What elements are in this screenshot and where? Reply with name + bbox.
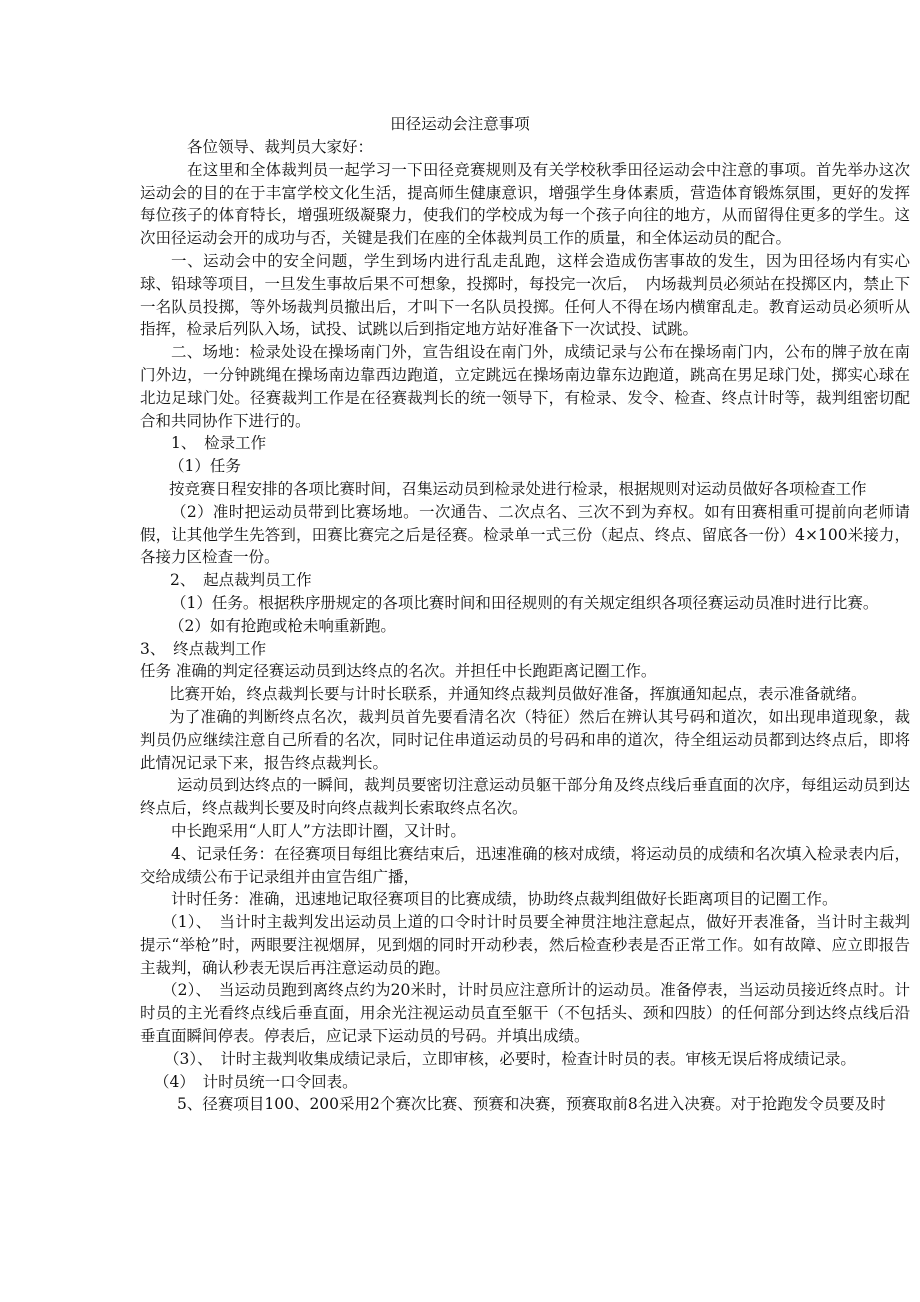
checkin-heading: 1、 检录工作 — [171, 434, 267, 453]
finish-judge-heading: 3、 终点裁判工作 — [140, 639, 267, 658]
safety-paragraph: 一、运动会中的安全问题，学生到场内进行乱走乱跑，这样会造成伤害事故的发生，因为田径场内有实心球、铅球等项目，一旦发生事故后果不可想象，投掷时，每投完一次后， 内场裁判员必须站在投掷区内，禁止下一名队员投掷，等外场裁判员撤出后，才叫下一名队员投掷。任何人不得在场内横窜乱走。教育运动员必须听从指挥，检录后列队入场，试投、试跳以后到指定地方站好准备下一次试投、试跳。 — [140, 251, 910, 339]
record-task-paragraph: 4、记录任务：在径赛项目每组比赛结束后，迅速准确的核对成绩，将运动员的成绩和名次填入检录表内后，交给成绩公布于记录组并由宣告组广播， — [140, 844, 910, 886]
timing-step-1: （1）、 当计时主裁判发出运动员上道的口令时计时员要全神贯注地注意起点，做好开表准备，当计时主裁判提示“举枪”时，两眼要注视烟屏，见到烟的同时开动秒表，然后检查秒表是否正常工作。如有故障、应立即报告主裁判，确认秒表无误后再注意运动员的跑。 — [140, 913, 910, 977]
start-judge-heading: 2、 起点裁判员工作 — [170, 571, 312, 590]
checkin-task-label: （1）任务 — [169, 457, 241, 476]
race-start-paragraph: 比赛开始，终点裁判长要与计时长联系，并通知终点裁判员做好准备，挥旗通知起点，表示准备就绪。 — [169, 685, 867, 704]
checkin-task-paragraph: 按竞赛日程安排的各项比赛时间，召集运动员到检录处进行检录，根据规则对运动员做好各项检查工作 — [169, 479, 867, 498]
timing-step-4: （4） 计时员统一口令回表。 — [154, 1072, 358, 1091]
ranking-paragraph: 为了准确的判断终点名次，裁判员首先要看清名次（特征）然后在辨认其号码和道次，如出现串道现象，裁判员仍应继续注意自己所看的名次，同时记住串道运动员的号码和串的道次，待全组运动员都到达终点后，即将此情况记录下来，报告终点裁判长。 — [140, 707, 910, 772]
lap-count-paragraph: 中长跑采用“人盯人”方法即计圈，又计时。 — [171, 821, 466, 840]
start-judge-task: （1）任务。根据秩序册规定的各项比赛时间和田径规则的有关规定组织各项径赛运动员准时进行比赛。 — [171, 593, 879, 612]
finish-moment-paragraph: 运动员到达终点的一瞬间，裁判员要密切注意运动员躯干部分角及终点线后垂直面的次序，每组运动员到达终点后，终点裁判长要及时向终点裁判长索取终点名次。 — [140, 776, 910, 818]
timing-task-paragraph: 计时任务：准确，迅速地记取径赛项目的比赛成绩，协助终点裁判组做好长距离项目的记圈工作。 — [171, 890, 838, 909]
checkin-step-paragraph: （2）准时把运动员带到比赛场地。一次通告、二次点名、三次不到为弃权。如有田赛相重可提前向老师请假，让其他学生先答到，田赛比赛完之后是径赛。检录单一式三份（起点、终点、留底各一份）4×100米接力，各接力区检查一份。 — [140, 502, 910, 567]
intro-paragraph: 在这里和全体裁判员一起学习一下田径竞赛规则及有关学校秋季田径运动会中注意的事项。首先举办这次运动会的目的在于丰富学校文化生活，提高师生健康意识，增强学生身体素质，营造体育锻炼氛围，更好的发挥每位孩子的体育特长，增强班级凝聚力，使我们的学校成为每一个孩子向往的地方，从而留得住更多的学生。这次田径运动会开的成功与否，关键是我们在座的全体裁判员工作的质量，和全体运动员的配合。 — [140, 160, 910, 248]
document-title: 田径运动会注意事项 — [390, 115, 530, 133]
finish-judge-task: 任务 准确的判定径赛运动员到达终点的名次。并担任中长跑距离记圈工作。 — [140, 662, 657, 681]
false-start-rule: （2）如有抢跑或枪未响重新跑。 — [169, 616, 396, 635]
greeting-paragraph: 各位领导、裁判员大家好： — [187, 138, 374, 156]
document-body — [140, 136, 910, 1116]
venue-paragraph: 二、场地：检录处设在操场南门外，宣告组设在南门外，成绩记录与公布在操场南门内，公布的牌子放在南门外边，一分钟跳绳在操场南边靠西边跑道，立定跳远在操场南边靠东边跑道，跳高在男足球门处，掷实心球在北边足球门处。径赛裁判工作是在径赛裁判长的统一领导下，有检录、发令、检查、终点计时等，裁判组密切配合和共同协作下进行的。 — [140, 343, 910, 430]
timing-step-2: （2）、 当运动员跑到离终点约为20米时，计时员应注意所计的运动员。准备停表，当运动员接近终点时。计时员的主光看终点线后垂直面，用余光注视运动员直至躯干（不包括头、颈和四肢）的任何部分到达终点线后沿垂直面瞬间停表。停表后，应记录下运动员的号码。并填出成绩。 — [140, 981, 910, 1046]
timing-step-3: （3）、 计时主裁判收集成绩记录后，立即审核，必要时，检查计时员的表。审核无误后将成绩记录。 — [164, 1049, 856, 1068]
track-events-paragraph: 5、径赛项目100、200采用2个赛次比赛、预赛和决赛，预赛取前8名进入决赛。对于抢跑发令员要及时 — [177, 1095, 886, 1114]
